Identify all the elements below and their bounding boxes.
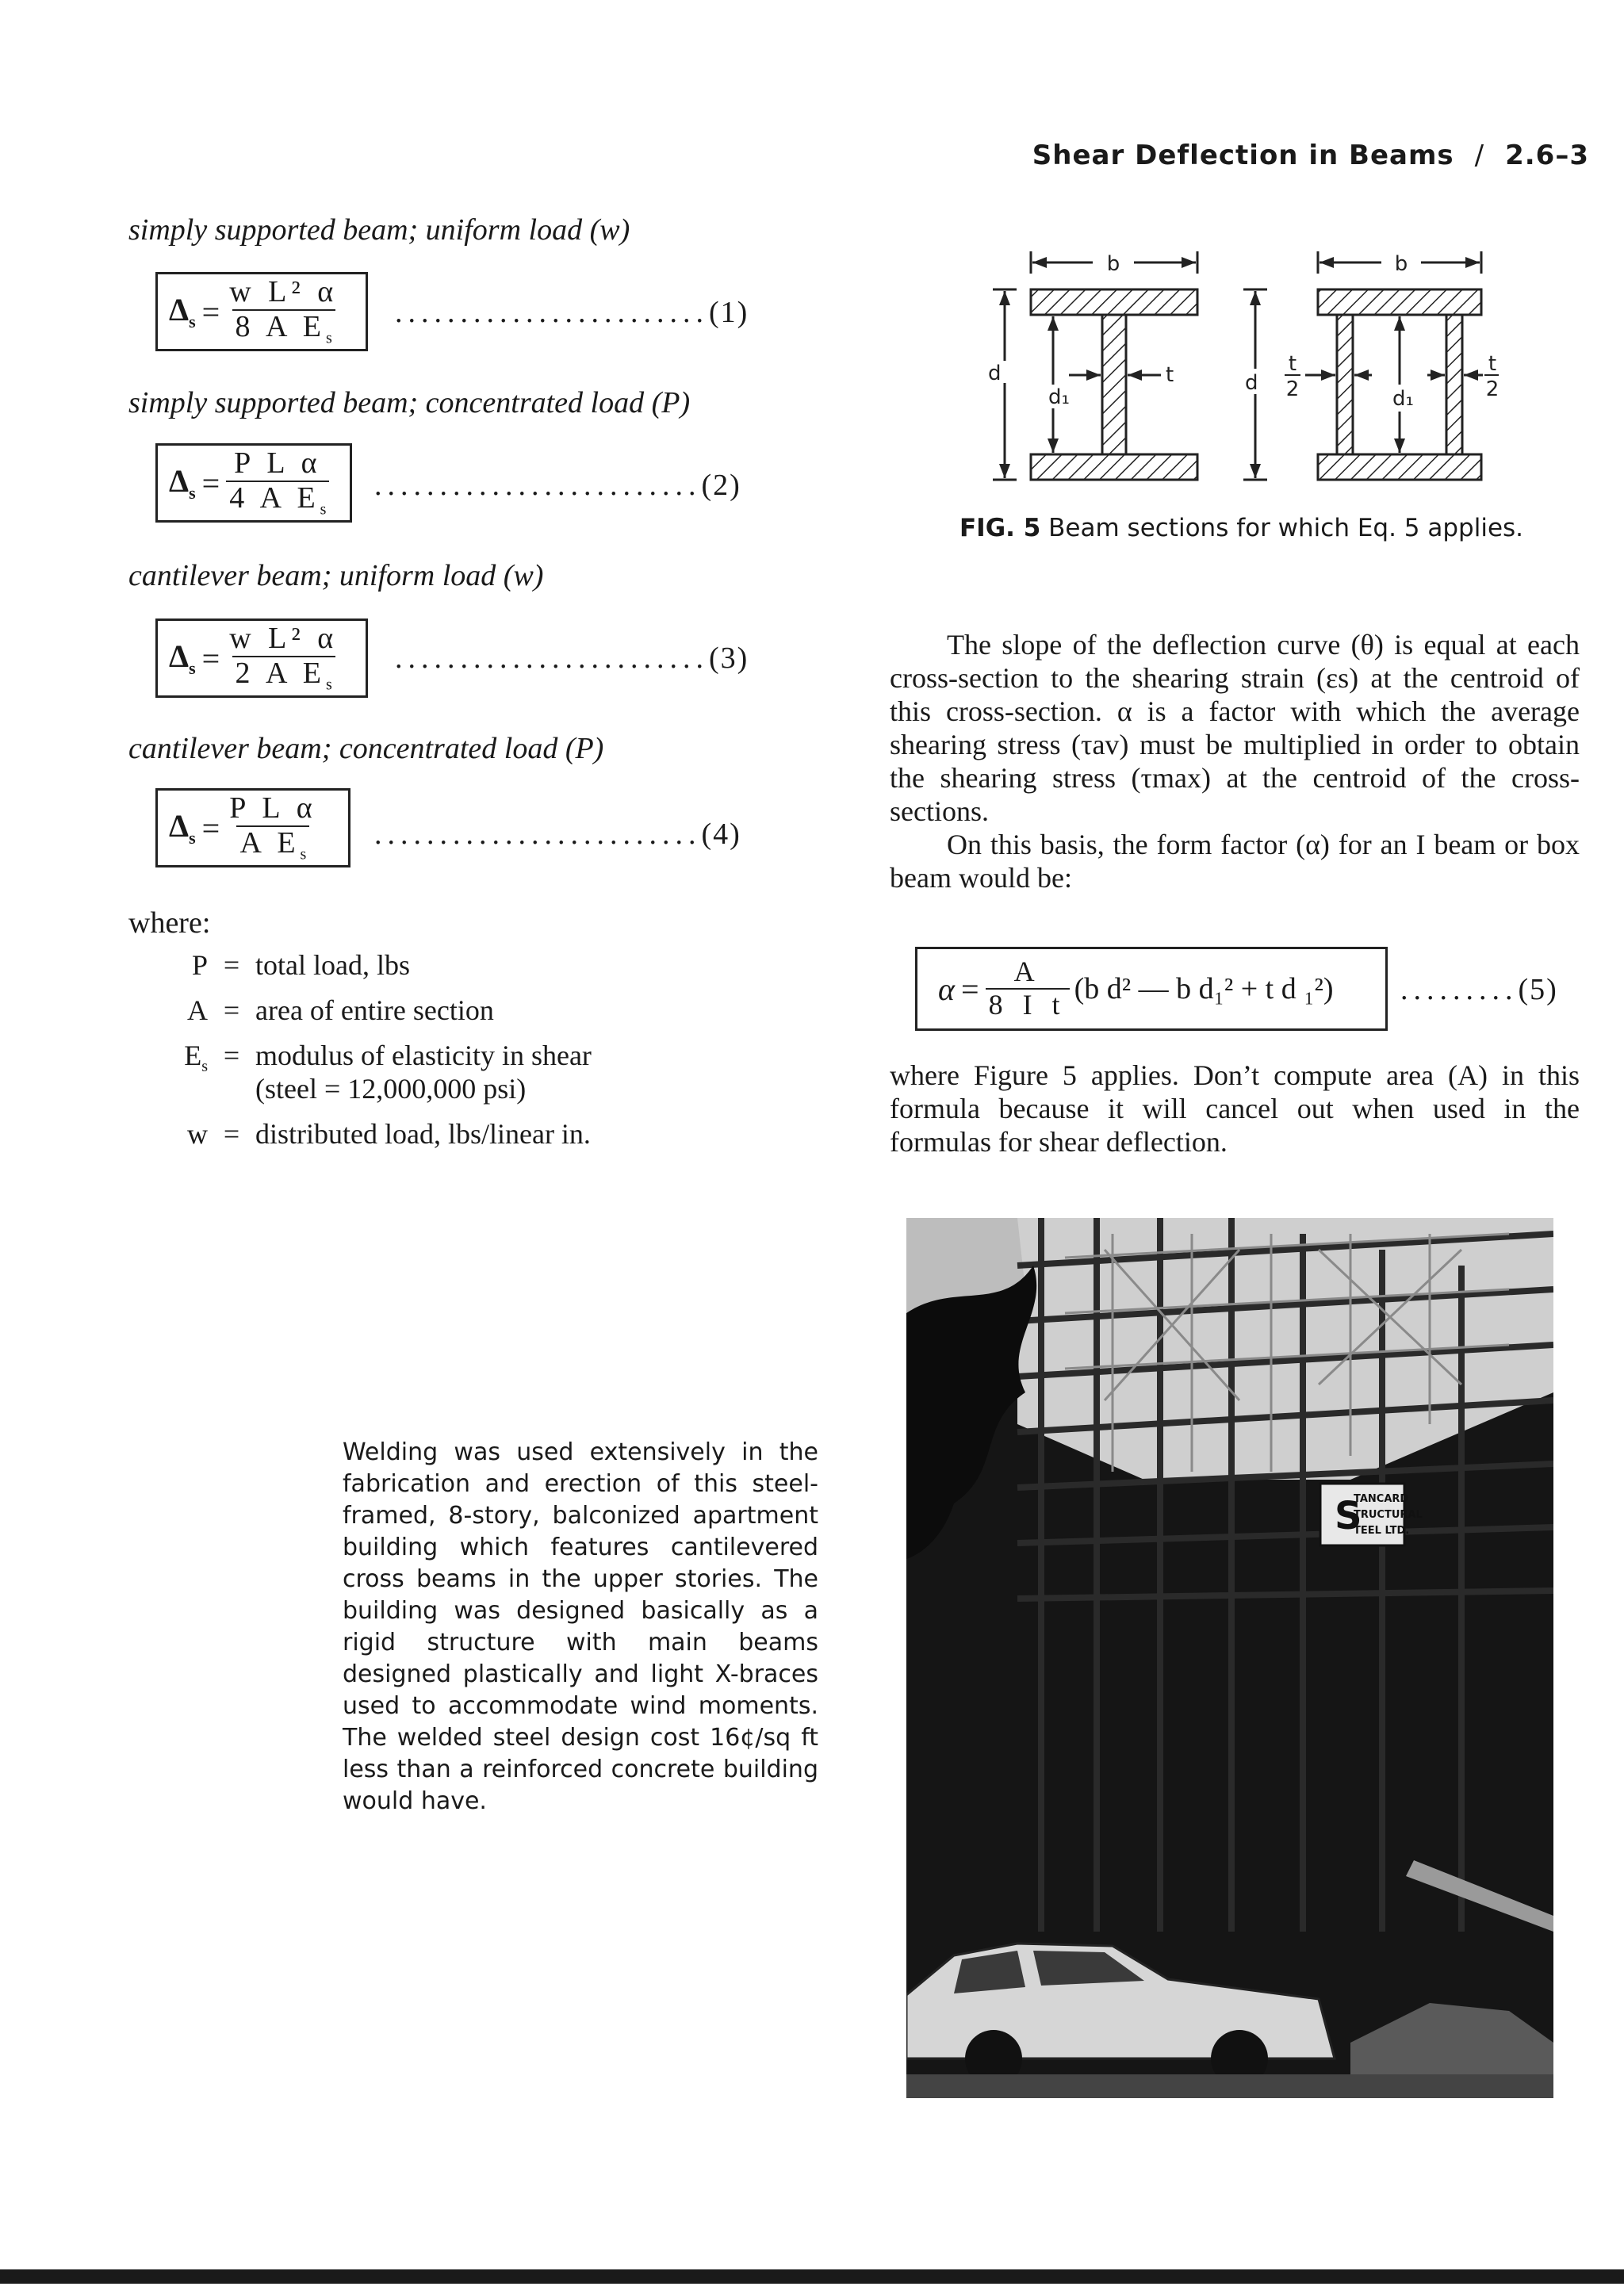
equals-sign: = xyxy=(223,949,240,981)
formula-lhs: $\Delta_s$ xyxy=(169,808,196,848)
case-heading-4: cantilever beam; concentrated load (P) xyxy=(128,732,604,765)
sign-letter: S xyxy=(1335,1494,1362,1538)
denominator: 8 I t xyxy=(986,988,1070,1021)
i-beam-section xyxy=(988,251,1197,480)
denominator: 2 A $E_s$ xyxy=(232,656,335,694)
equation-leader-3: ........................(3) xyxy=(395,641,749,675)
numerator: A xyxy=(1013,956,1041,988)
formula-box-3 xyxy=(155,618,368,698)
dimension-label-t-half-den: 2 xyxy=(1485,377,1499,401)
paragraph-slope: The slope of the deflection curve (θ) is equal at each cross-section to the shearing strain (εs) at the centroid of this cross-section. α is a factor with which the average shearing stress (τav) must be multiplied in order to obtain the shearing stress (τmax) at the centroid of the cross-sections. xyxy=(890,629,1580,827)
definition-row xyxy=(128,994,592,1027)
dimension-label-b: b xyxy=(1106,252,1120,276)
where-label: where: xyxy=(128,906,211,940)
box-beam-section xyxy=(1243,251,1499,480)
formula-fraction xyxy=(226,622,341,693)
equals-sign: = xyxy=(223,1118,240,1150)
definition-symbol: $E_s$ xyxy=(184,1040,208,1076)
bottom-rule xyxy=(0,2269,1624,2284)
definitions-list xyxy=(128,948,592,1162)
definition-row xyxy=(128,1039,592,1105)
equation-number-2: (2) xyxy=(701,469,741,502)
dimension-label-d: d xyxy=(1245,371,1258,395)
equals-sign: = xyxy=(961,971,979,1007)
formula-body: (b d² — b d₁² + t d ₁²) xyxy=(1074,972,1334,1005)
formula-box-5 xyxy=(915,947,1388,1031)
dimension-label-d: d xyxy=(988,362,1002,385)
definition-row xyxy=(128,1117,592,1151)
dimension-label-d1: d₁ xyxy=(1048,385,1070,409)
dimension-label-b: b xyxy=(1394,252,1408,276)
formula-lhs: $\Delta_s$ xyxy=(169,638,196,678)
equation-leader-2: .........................(2) xyxy=(374,469,741,502)
equals-sign: = xyxy=(201,640,220,676)
case-heading-3: cantilever beam; uniform load (w) xyxy=(128,559,544,592)
equation-leader-4: .........................(4) xyxy=(374,818,741,851)
equation-number-4: (4) xyxy=(701,818,741,851)
formula-box-4 xyxy=(155,788,350,867)
body-paragraph-2: where Figure 5 applies. Don’t compute area (A) in this formula because it will cancel out when used in the formulas for shear deflection. xyxy=(890,1059,1580,1158)
figure-caption xyxy=(959,514,1523,542)
figure-caption-text: Beam sections for which Eq. 5 applies. xyxy=(1048,514,1524,542)
sign-text-line-1: TANCARD xyxy=(1354,1493,1409,1505)
case-heading-1: simply supported beam; uniform load (w) xyxy=(128,213,630,247)
page-number: 2.6–3 xyxy=(1505,140,1589,171)
dimension-label-d1: d₁ xyxy=(1392,387,1414,411)
dimension-label-t-half: t xyxy=(1288,352,1297,376)
steel-frame-building-image xyxy=(906,1218,1553,2098)
sign-text-line-3: TEEL LTD. xyxy=(1354,1525,1410,1537)
numerator: P L α xyxy=(234,446,322,481)
running-header xyxy=(1032,140,1589,171)
formula-lhs: $\Delta_s$ xyxy=(169,463,196,503)
formula-fraction xyxy=(226,792,320,863)
numerator: P L α xyxy=(229,791,317,825)
dimension-label-t-half-den: 2 xyxy=(1285,377,1300,401)
denominator: 4 A $E_s$ xyxy=(226,481,329,519)
photo-caption: Welding was used extensively in the fabrication and erection of this steel-framed, 8-story, balconized apartment building which features cantilevered cross beams in the upper stories. The building was designed basically as a rigid structure with main beams designed plastically and light X-braces used to accommodate wind moments. The welded steel design cost 16¢/sq ft less than a reinforced concrete building would have. xyxy=(343,1438,818,1815)
dimension-label-t: t xyxy=(1166,363,1174,387)
company-sign xyxy=(1320,1484,1423,1545)
dimension-label-t-half: t xyxy=(1488,352,1497,376)
definition-symbol: P xyxy=(191,949,208,981)
definition-text: distributed load, lbs/linear in. xyxy=(255,1118,591,1150)
equation-leader-5: .........(5) xyxy=(1400,973,1558,1006)
construction-photo xyxy=(906,1218,1553,2098)
numerator: w L² α xyxy=(229,275,339,309)
denominator: 8 A $E_s$ xyxy=(232,309,335,347)
definition-note: (steel = 12,000,000 psi) xyxy=(255,1073,527,1105)
equation-number-1: (1) xyxy=(709,296,749,329)
equals-sign: = xyxy=(201,810,220,846)
beam-sections-figure xyxy=(975,242,1499,496)
definition-symbol: A xyxy=(187,994,208,1026)
formula-lhs: $\Delta_s$ xyxy=(169,292,196,331)
formula-box-1 xyxy=(155,272,368,351)
denominator: A $E_s$ xyxy=(236,825,309,864)
sign-text-line-2: TRUCTURAL xyxy=(1354,1509,1423,1521)
definition-text: area of entire section xyxy=(255,994,494,1026)
formula-fraction xyxy=(986,956,1070,1021)
case-heading-2: simply supported beam; concentrated load (P) xyxy=(128,386,691,419)
equation-leader-1: ........................(1) xyxy=(395,296,749,329)
equation-number-5: (5) xyxy=(1518,973,1558,1006)
equals-sign: = xyxy=(201,465,220,501)
formula-box-2 xyxy=(155,443,352,523)
header-title: Shear Deflection in Beams xyxy=(1032,140,1454,171)
header-separator: / xyxy=(1474,140,1485,171)
numerator: w L² α xyxy=(229,622,339,656)
definition-symbol: w xyxy=(187,1118,208,1150)
equation-number-3: (3) xyxy=(709,641,749,675)
definition-row xyxy=(128,948,592,982)
equals-sign: = xyxy=(223,994,240,1026)
definition-text: total load, lbs xyxy=(255,949,410,981)
definition-text: modulus of elasticity in shear (steel = 12,000,000 psi) xyxy=(255,1040,592,1105)
body-paragraph-1 xyxy=(890,628,1580,894)
equals-sign: = xyxy=(201,293,220,330)
formula-fraction xyxy=(226,447,329,518)
formula-fraction xyxy=(226,276,341,347)
equals-sign: = xyxy=(223,1040,240,1071)
figure-number: FIG. 5 xyxy=(959,514,1041,542)
formula-lhs: α xyxy=(938,971,955,1007)
paragraph-form-factor: On this basis, the form factor (α) for an I beam or box beam would be: xyxy=(890,829,1580,894)
